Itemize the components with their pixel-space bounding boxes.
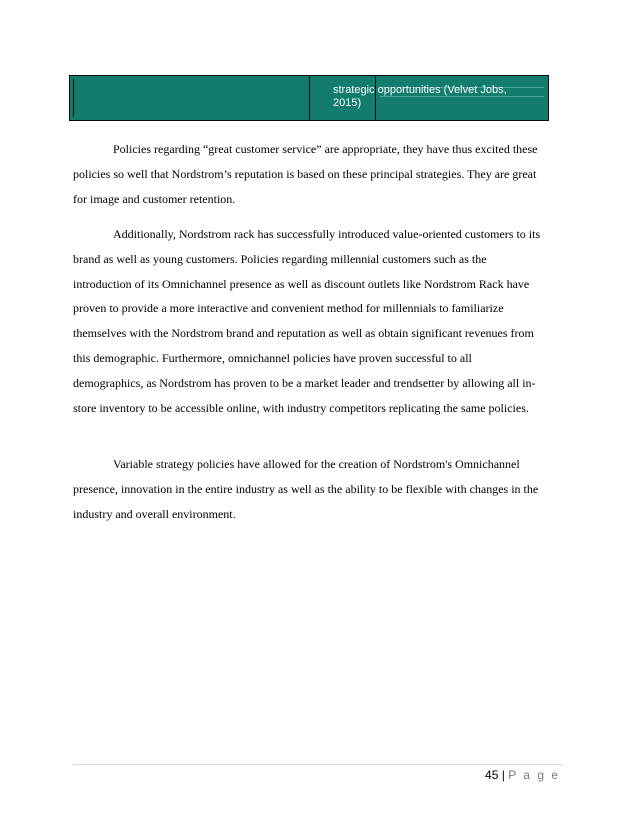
paragraph-line: store inventory to be accessible online, with industry competitors replicating the same policies. (73, 400, 529, 415)
paragraph-line: brand as well as young customers. Policies regarding millennial customers such as the (73, 251, 487, 266)
table-cell-left (70, 76, 310, 120)
table-cell-text-line: strategic opportunities (Velvet Jobs, (333, 84, 507, 96)
paragraph-customer-service (73, 137, 564, 211)
paragraph-line: this demographic. Furthermore, omnichannel policies have proven successful to all (73, 350, 472, 365)
table-inner-border (73, 79, 74, 117)
table-cell-text (333, 84, 543, 110)
paragraph-line: for image and customer retention. (73, 191, 236, 206)
page-number-value: 45 (485, 768, 499, 782)
paragraph-line: Policies regarding “great customer service” are appropriate, they have thus excited these (113, 142, 538, 156)
paragraph-line: Variable strategy policies have allowed for the creation of Nordstrom's Omnichannel (113, 457, 520, 471)
paragraph-line: proven to provide a more interactive and convenient method for millennials to familiarize (73, 301, 504, 316)
table-row-strip (69, 75, 549, 121)
paragraph-line: presence, innovation in the entire industry as well as the ability to be flexible with changes in the (73, 481, 539, 496)
page-label: P a g e (508, 768, 560, 782)
paragraph-line: introduction of its Omnichannel presence as well as discount outlets like Nordstrom Rack have (73, 276, 530, 291)
table-cell-text-line: 2015) (333, 97, 362, 109)
paragraph-line: policies so well that Nordstrom’s reputation is based on these principal strategies. They are great (73, 166, 537, 181)
paragraph-line: industry and overall environment. (73, 506, 236, 521)
paragraph-line: demographics, as Nordstrom has proven to be a market leader and trendsetter by allowing all in- (73, 375, 536, 390)
paragraph-line: themselves with the Nordstrom brand and reputation as well as obtain significant revenues from (73, 326, 534, 341)
paragraph-variable-strategy (73, 452, 564, 526)
paragraph-nordstrom-rack (73, 222, 564, 420)
page-number (485, 768, 560, 782)
paragraph-line: Additionally, Nordstrom rack has successfully introduced value-oriented customers to its (113, 227, 541, 241)
page-number-separator: | (501, 768, 505, 782)
footer-divider (73, 764, 563, 765)
